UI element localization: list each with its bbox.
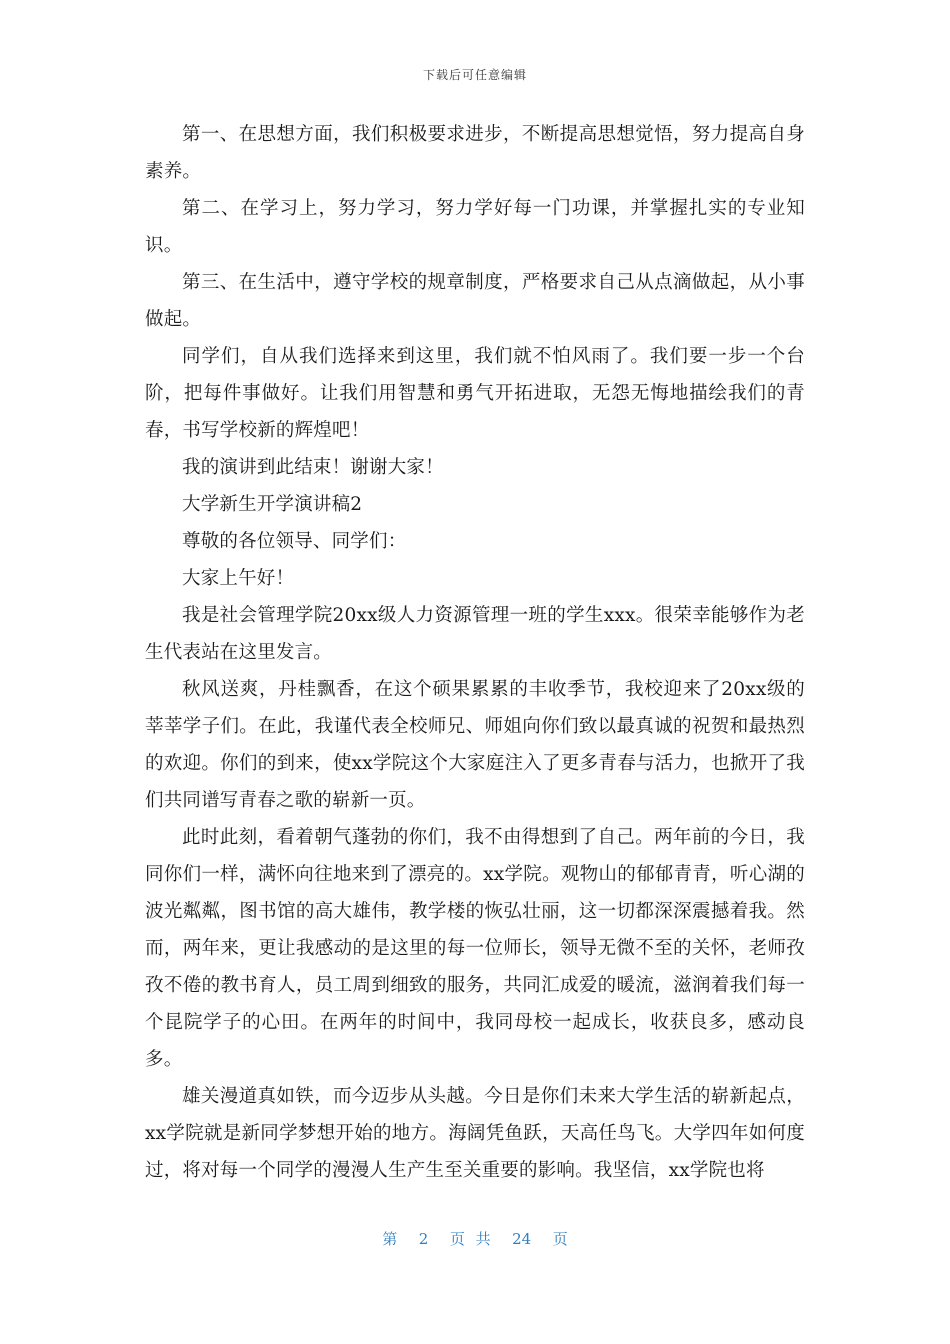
paragraph: 第三、在生活中，遵守学校的规章制度，严格要求自己从点滴做起，从小事做起。	[145, 272, 805, 330]
paragraph: 同学们，自从我们选择来到这里，我们就不怕风雨了。我们要一步一个台阶，把每件事做好。让我们用智慧和勇气开拓进取，无怨无悔地描绘我们的青春，书写学校新的辉煌吧！	[145, 346, 805, 441]
header-note: 下载后可任意编辑	[422, 68, 527, 82]
paragraph: 第二、在学习上，努力学习，努力学好每一门功课，并掌握扎实的专业知识。	[145, 198, 805, 256]
paragraph: 我是社会管理学院20xx级人力资源管理一班的学生xxx。很荣幸能够作为老生代表站在这里发言。	[145, 605, 805, 663]
section-title: 大学新生开学演讲稿2	[182, 494, 363, 515]
page-number-footer: 第 2 页 共 24 页	[382, 1230, 568, 1248]
document-body	[145, 116, 805, 1189]
paragraph: 雄关漫道真如铁，而今迈步从头越。今日是你们未来大学生活的崭新起点，xx学院就是新同学梦想开始的地方。海阔凭鱼跃，天高任鸟飞。大学四年如何度过，将对每一个同学的漫漫人生产生至关重要的影响。我坚信，xx学院也将	[145, 1086, 805, 1181]
paragraph: 此时此刻，看着朝气蓬勃的你们，我不由得想到了自己。两年前的今日，我同你们一样，满怀向往地来到了漂亮的。xx学院。观物山的郁郁青青，听心湖的波光粼粼，图书馆的高大雄伟，教学楼的恢弘壮丽，这一切都深深震撼着我。然而，两年来，更让我感动的是这里的每一位师长，领导无微不至的关怀，老师孜孜不倦的教书育人，员工周到细致的服务，共同汇成爱的暖流，滋润着我们每一个昆院学子的心田。在两年的时间中，我同母校一起成长，收获良多，感动良多。	[145, 827, 805, 1070]
paragraph: 我的演讲到此结束！谢谢大家！	[182, 457, 444, 478]
salutation: 尊敬的各位领导、同学们：	[182, 531, 407, 552]
paragraph: 第一、在思想方面，我们积极要求进步，不断提高思想觉悟，努力提高自身素养。	[145, 124, 805, 182]
paragraph: 秋风送爽，丹桂飘香，在这个硕果累累的丰收季节，我校迎来了20xx级的莘莘学子们。在此，我谨代表全校师兄、师姐向你们致以最真诚的祝贺和最热烈的欢迎。你们的到来，使xx学院这个大家庭注入了更多青春与活力，也掀开了我们共同谱写青春之歌的崭新一页。	[145, 679, 805, 811]
greeting: 大家上午好！	[182, 568, 295, 589]
